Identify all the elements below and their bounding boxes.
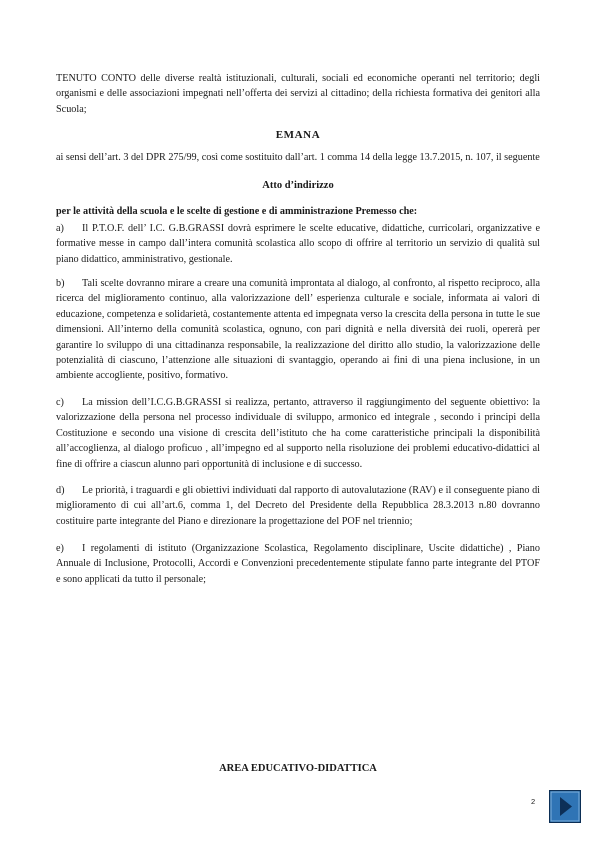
list-item-label: d) bbox=[56, 485, 65, 496]
list-item-text: La mission dell’I.C.G.B.GRASSI si realizza, pertanto, attraverso il raggiungimento del seguente obiettivo: la valorizzazione della persona nel processo individuale di sviluppo, armonico ed integrale , secondo i principi della Costituzione e secondo una visione di crescita dell’istituto che ha come caratteristiche principali la disponibilità all’accoglienza, al dialogo proficuo , all’impegno ed al supporto nella risoluzione dei problemi educativo-didattici al fine di offrire a ciascun alunno pari opportunità di inclusione e di successo. bbox=[56, 397, 540, 470]
list-item-a bbox=[56, 221, 540, 267]
list-item-text: Le priorità, i traguardi e gli obiettivi individuati dal rapporto di autovalutazione (RAV) e il conseguente piano di miglioramento di cui all’art.6, comma 1, del Decreto del Presidente della Repubblica 28.3.2013 n.80 dovranno costituire parte integrante del Piano e direzionare la progettazione del POF nel triennio; bbox=[56, 485, 540, 527]
list-item-label: b) bbox=[56, 278, 65, 289]
section-subheading: per le attività della scuola e le scelte di gestione e di amministrazione Premesso che: bbox=[56, 206, 418, 217]
atto-heading: Atto d’indirizzo bbox=[262, 180, 334, 191]
emana-heading: EMANA bbox=[275, 129, 321, 141]
list-item-text: Il P.T.O.F. dell’ I.C. G.B.GRASSI dovrà esprimere le scelte educative, didattiche, curricolari, organizzative e formative messe in campo dall’intera comunità scolastica allo scopo di offrire al territorio un servizio di qualità sul piano didattico, amministrativo, gestionale. bbox=[56, 223, 540, 265]
list-item-d bbox=[56, 483, 540, 529]
page-number: 2 bbox=[531, 797, 536, 806]
next-page-arrow-icon bbox=[550, 791, 580, 822]
list-item-text: I regolamenti di istituto (Organizzazione Scolastica, Regolamento disciplinare, Uscite didattiche) , Piano Annuale di Inclusione, Protocolli, Accordi e Convenzioni precedentemente stipulate fanno parte integrante del PTOF e sono applicati da tutto il personale; bbox=[56, 543, 540, 585]
intro-paragraph: TENUTO CONTO delle diverse realtà istituzionali, culturali, sociali ed economiche operanti nel territorio; degli organismi e delle associazioni impegnati nell’offerta dei servizi al cittadino; della richiesta formativa dei genitori alla Scuola; bbox=[56, 73, 540, 115]
list-item-c bbox=[56, 395, 540, 472]
list-item-text: Tali scelte dovranno mirare a creare una comunità improntata al dialogo, al confronto, al rispetto reciproco, alla ricerca del miglioramento continuo, alla valorizzazione dell’ esperienza culturale e sociale, informata ai valori di educazione, competenza e solidarietà, costantemente attenta ed impegnata verso la crescita della persona in tutte le sue dimensioni. All’interno della comunità scolastica, ognuno, con pari dignità e nella diversità dei ruoli, opererà per garantire lo sviluppo di una cittadinanza responsabile, la realizzazione del diritto allo studio, la valorizzazione delle potenzialità di ciascuno, l’attenzione alle situazioni di svantaggio, operando ai fini di una piena inclusione, in un ambiente accogliente, positivo, formativo. bbox=[56, 278, 540, 382]
list-item-b bbox=[56, 276, 540, 384]
list-item-label: c) bbox=[56, 397, 64, 408]
next-page-button[interactable] bbox=[549, 790, 581, 823]
list-item-label: e) bbox=[56, 543, 64, 554]
list-item-label: a) bbox=[56, 223, 64, 234]
list-item-e bbox=[56, 541, 540, 587]
legal-reference-paragraph: ai sensi dell’art. 3 del DPR 275/99, così come sostituito dall’art. 1 comma 14 della legge 13.7.2015, n. 107, il seguente bbox=[56, 152, 540, 163]
area-heading: AREA EDUCATIVO-DIDATTICA bbox=[219, 763, 377, 774]
